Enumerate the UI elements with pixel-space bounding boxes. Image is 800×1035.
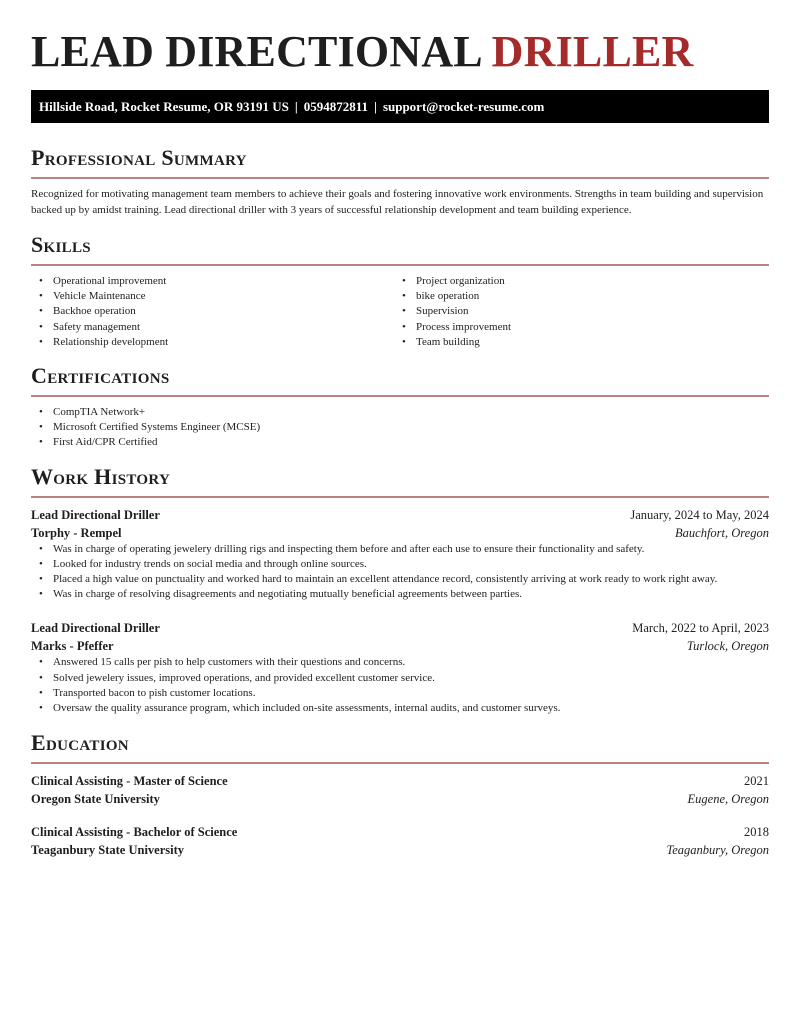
certification-item: • First Aid/CPR Certified — [31, 435, 769, 450]
contact-email[interactable]: support@rocket-resume.com — [382, 99, 545, 114]
certification-item: • CompTIA Network+ — [31, 405, 769, 420]
job-bullet: • Was in charge of operating jewelery drilling rigs and inspecting them before and after each use to ensure their functionality and safety. — [31, 542, 769, 557]
section-divider — [31, 177, 769, 179]
contact-separator: | — [294, 99, 298, 114]
skill-item: • Operational improvement — [31, 274, 394, 289]
section-divider — [31, 496, 769, 498]
certification-item: • Microsoft Certified Systems Engineer (MCSE) — [31, 420, 769, 435]
education-school: Oregon State University — [31, 792, 160, 807]
skill-item: • Relationship development — [31, 335, 394, 350]
education-year: 2021 — [744, 774, 769, 789]
skills-section — [31, 232, 769, 350]
skill-item: • Project organization — [394, 274, 757, 289]
job-title: Lead Directional Driller — [31, 621, 160, 636]
section-heading-summary: Professional Summary — [31, 145, 247, 170]
skills-grid — [31, 274, 769, 350]
education-location: Teaganbury, Oregon — [666, 843, 769, 858]
job-dates: January, 2024 to May, 2024 — [630, 507, 769, 522]
education-degree: Clinical Assisting - Master of Science — [31, 774, 228, 789]
section-heading-skills: Skills — [31, 232, 91, 257]
job-bullet: • Solved jewelery issues, improved operations, and provided excellent customer service. — [31, 671, 769, 686]
skill-item: • Safety management — [31, 320, 394, 335]
skill-item: • Process improvement — [394, 320, 757, 335]
section-divider — [31, 395, 769, 397]
education-entry — [31, 823, 769, 859]
contact-separator: | — [374, 99, 377, 114]
section-divider — [31, 264, 769, 266]
education-entry — [31, 772, 769, 808]
contact-address: Hillside Road, Rocket Resume, OR 93191 US — [39, 99, 289, 114]
job-company: Marks - Pfeffer — [31, 639, 114, 654]
resume-title — [31, 0, 769, 76]
job-entry — [31, 506, 769, 603]
job-bullet: • Oversaw the quality assurance program, which included on-site assessments, internal audits, and customer surveys. — [31, 701, 769, 716]
job-entry — [31, 619, 769, 716]
education-school: Teaganbury State University — [31, 843, 185, 858]
section-heading-education: Education — [31, 730, 129, 756]
title-main: LEAD DIRECTIONAL — [31, 27, 481, 76]
job-location: Bauchfort, Oregon — [675, 525, 769, 540]
job-bullet: • Looked for industry trends on social media and through online sources. — [31, 557, 769, 572]
skills-list-right — [394, 274, 757, 350]
summary-section — [31, 145, 769, 218]
job-dates: March, 2022 to April, 2023 — [632, 621, 769, 636]
job-bullet: • Transported bacon to pish customer locations. — [31, 686, 769, 701]
job-company: Torphy - Rempel — [31, 525, 122, 540]
section-heading-work-history: Work History — [31, 463, 171, 489]
certifications-section — [31, 363, 769, 451]
skill-item: • Team building — [394, 335, 757, 350]
certifications-list — [31, 405, 769, 451]
skill-item: • Vehicle Maintenance — [31, 289, 394, 304]
contact-bar — [31, 90, 769, 123]
job-location: Turlock, Oregon — [686, 639, 769, 654]
job-title: Lead Directional Driller — [31, 507, 160, 522]
skill-item: • bike operation — [394, 289, 757, 304]
contact-phone: 0594872811 — [303, 99, 369, 114]
education-section — [31, 730, 769, 859]
job-bullets — [31, 655, 769, 716]
summary-text: Recognized for motivating management team members to achieve their goals and fostering innovative work environments. Strengths in team building and supervision backed up by amidst training. Lead directional driller with 3 years of successful relationship development and team building experience. — [31, 188, 764, 216]
title-accent: DRILLER — [491, 27, 694, 76]
work-history-section — [31, 464, 769, 717]
job-bullets — [31, 542, 769, 603]
section-divider — [31, 762, 769, 764]
education-location: Eugene, Oregon — [687, 792, 769, 807]
education-year: 2018 — [744, 825, 769, 840]
job-bullet: • Was in charge of resolving disagreements and negotiating mutually beneficial agreements between parties. — [31, 587, 769, 602]
section-heading-certifications: Certifications — [31, 363, 170, 389]
skills-list-left — [31, 274, 394, 350]
job-bullet: • Placed a high value on punctuality and worked hard to maintain an excellent attendance record, consistently arriving at work ready to work right away. — [31, 572, 769, 587]
job-bullet: • Answered 15 calls per pish to help customers with their questions and concerns. — [31, 655, 769, 670]
skill-item: • Backhoe operation — [31, 304, 394, 319]
skill-item: • Supervision — [394, 304, 757, 319]
education-degree: Clinical Assisting - Bachelor of Science — [31, 825, 238, 840]
